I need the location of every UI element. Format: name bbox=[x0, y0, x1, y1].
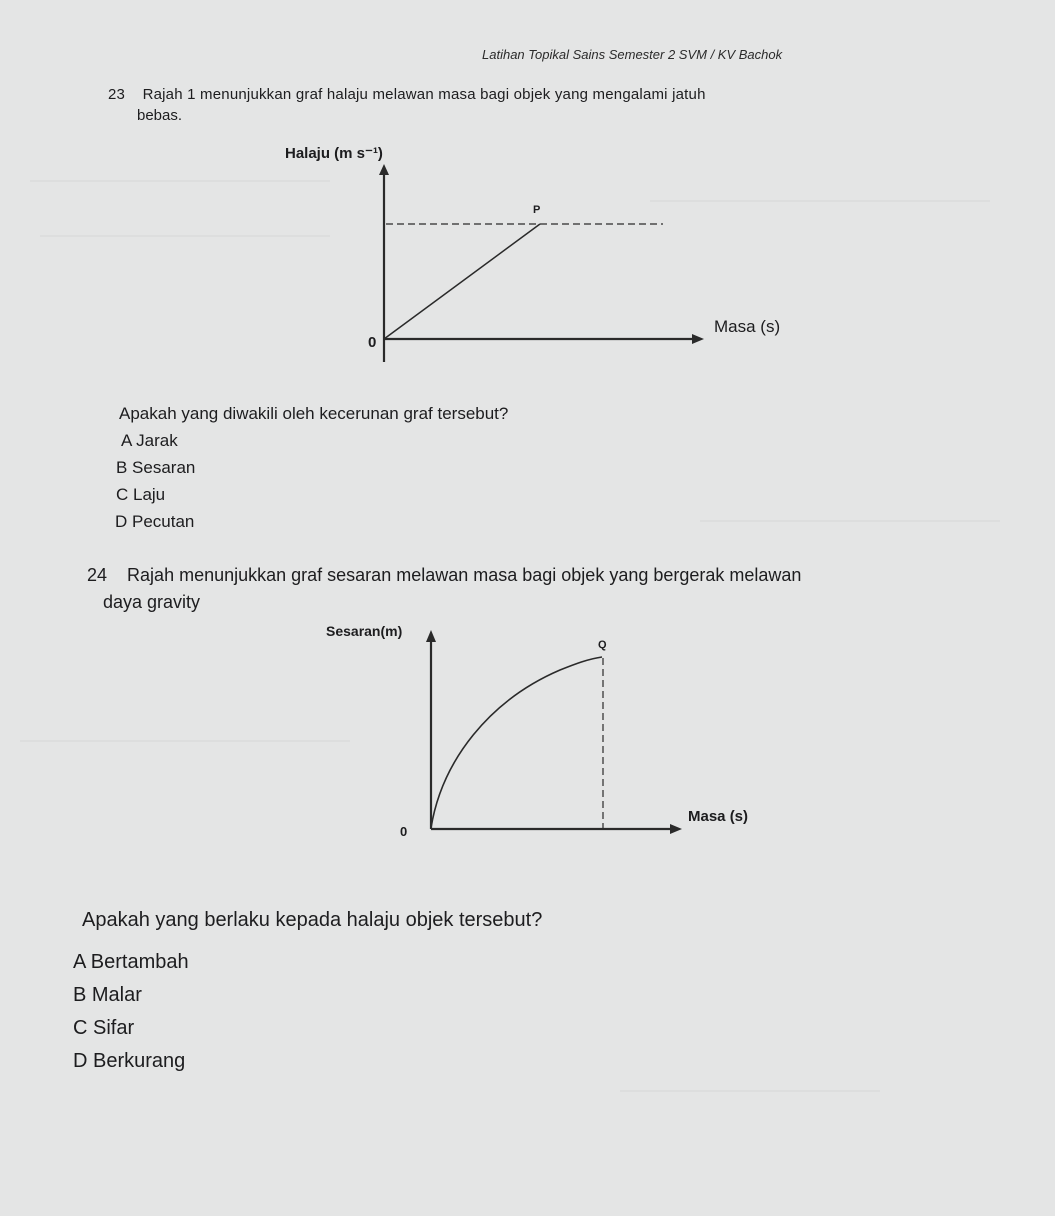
worksheet-header: Latihan Topikal Sains Semester 2 SVM / KV Bachok bbox=[482, 47, 783, 62]
q24-option-a[interactable]: A Bertambah bbox=[73, 951, 189, 973]
q23-stem-line2: bebas. bbox=[137, 107, 183, 124]
q24-stem-line1 bbox=[87, 565, 801, 586]
q23-x-axis-arrowhead bbox=[692, 334, 704, 344]
q24-stem-text: Rajah menunjukkan graf sesaran melawan masa bagi objek yang bergerak melawan bbox=[127, 565, 802, 585]
q23-option-a[interactable]: A Jarak bbox=[121, 431, 178, 450]
q24-option-c[interactable]: C Sifar bbox=[73, 1017, 135, 1039]
q23-option-b[interactable]: B Sesaran bbox=[116, 458, 196, 477]
q24-x-axis-arrowhead bbox=[670, 824, 682, 834]
q23-point-label: P bbox=[533, 204, 541, 216]
q24-y-axis-label: Sesaran(m) bbox=[326, 623, 403, 639]
q24-graph-group bbox=[326, 623, 748, 839]
q24-point-label: Q bbox=[598, 639, 607, 651]
q24-number: 24 bbox=[87, 565, 108, 585]
q24-stem-line2: daya gravity bbox=[103, 592, 201, 612]
q23-stem-text: Rajah 1 menunjukkan graf halaju melawan masa bagi objek yang mengalami jatuh bbox=[142, 86, 706, 103]
q24-displacement-curve bbox=[431, 657, 602, 828]
q23-velocity-line bbox=[384, 224, 540, 339]
q24-x-axis-label: Masa (s) bbox=[688, 808, 749, 825]
q23-graph-group bbox=[285, 145, 780, 362]
q23-y-axis-arrowhead bbox=[379, 164, 389, 175]
q24-y-axis-arrowhead bbox=[426, 630, 436, 642]
q24-option-d[interactable]: D Berkurang bbox=[73, 1050, 186, 1072]
q24-origin-label: 0 bbox=[400, 824, 408, 839]
q23-option-d[interactable]: D Pecutan bbox=[115, 512, 195, 531]
q24-question: Apakah yang berlaku kepada halaju objek tersebut? bbox=[82, 909, 543, 931]
q23-number: 23 bbox=[108, 86, 126, 103]
q24-option-b[interactable]: B Malar bbox=[73, 984, 142, 1006]
q23-origin-label: 0 bbox=[368, 334, 377, 351]
q23-question: Apakah yang diwakili oleh kecerunan graf tersebut? bbox=[119, 404, 509, 423]
q23-x-axis-label: Masa (s) bbox=[714, 317, 781, 336]
q23-option-c[interactable]: C Laju bbox=[116, 485, 166, 504]
q23-y-axis-label: Halaju (m s⁻¹) bbox=[285, 145, 383, 162]
